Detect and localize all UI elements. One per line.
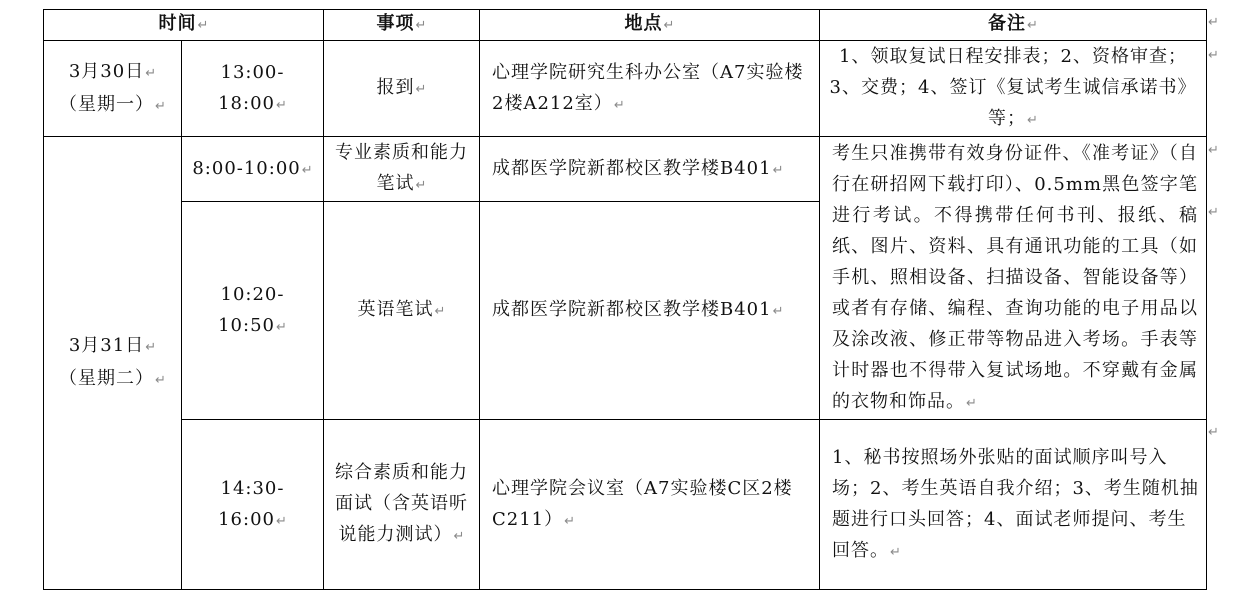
header-place: 地点↵	[480, 10, 820, 41]
date-cell	[44, 41, 182, 137]
place-cell: 成都医学院新都校区教学楼B401↵	[480, 202, 820, 420]
note-cell: 考生只准携带有效身份证件、《准考证》（自行在研招网下载打印）、0.5mm黑色签字笔进行考试。不得携带任何书刊、报纸、稿纸、图片、资料、具有通讯功能的工具（如手机、照相设备、扫描设备、智能设备等）或者有存储、编程、查询功能的电子用品以及涂改液、修正带等物品进入考场。手表等计时器也不得带入复试场地。不穿戴有金属的衣物和饰品。↵	[820, 137, 1207, 420]
row-end-mark: ↵	[1208, 48, 1219, 63]
note-cell: 1、领取复试日程安排表；2、资格审查；3、交费；4、签订《复试考生诚信承诺书》等；↵	[820, 41, 1207, 137]
place-cell: 心理学院会议室（A7实验楼C区2楼C211）↵	[480, 420, 820, 590]
table-row	[44, 420, 1207, 590]
item-cell: 综合素质和能力面试（含英语听说能力测试）↵	[324, 420, 480, 590]
weekday-text: （星期一）↵	[59, 93, 166, 115]
time-cell: 8:00-10:00↵	[182, 137, 324, 202]
weekday-text: （星期二）↵	[59, 368, 166, 389]
item-cell: 专业素质和能力笔试↵	[324, 137, 480, 202]
time-cell: 13:00-18:00↵	[182, 41, 324, 137]
row-end-mark: ↵	[1208, 425, 1219, 440]
date-text: 3月30日↵	[68, 60, 157, 82]
table-row	[44, 137, 1207, 202]
item-cell: 英语笔试↵	[324, 202, 480, 420]
header-note: 备注↵	[820, 10, 1207, 41]
table-row	[44, 41, 1207, 137]
item-cell: 报到↵	[324, 41, 480, 137]
schedule-table	[43, 9, 1207, 590]
header-item: 事项↵	[324, 10, 480, 41]
row-end-mark: ↵	[1208, 143, 1219, 158]
place-cell: 心理学院研究生科办公室（A7实验楼2楼A212室）↵	[480, 41, 820, 137]
time-cell: 14:30-16:00↵	[182, 420, 324, 590]
date-cell	[44, 137, 182, 590]
header-time: 时间↵	[44, 10, 324, 41]
row-end-mark: ↵	[1208, 205, 1219, 220]
header-row	[44, 10, 1207, 41]
date-text: 3月31日↵	[68, 335, 157, 356]
place-cell: 成都医学院新都校区教学楼B401↵	[480, 137, 820, 202]
note-cell: 1、秘书按照场外张贴的面试顺序叫号入场；2、考生英语自我介绍；3、考生随机抽题进行口头回答；4、面试老师提问、考生回答。↵	[820, 420, 1207, 590]
time-cell: 10:20-10:50↵	[182, 202, 324, 420]
row-end-mark: ↵	[1208, 15, 1219, 30]
